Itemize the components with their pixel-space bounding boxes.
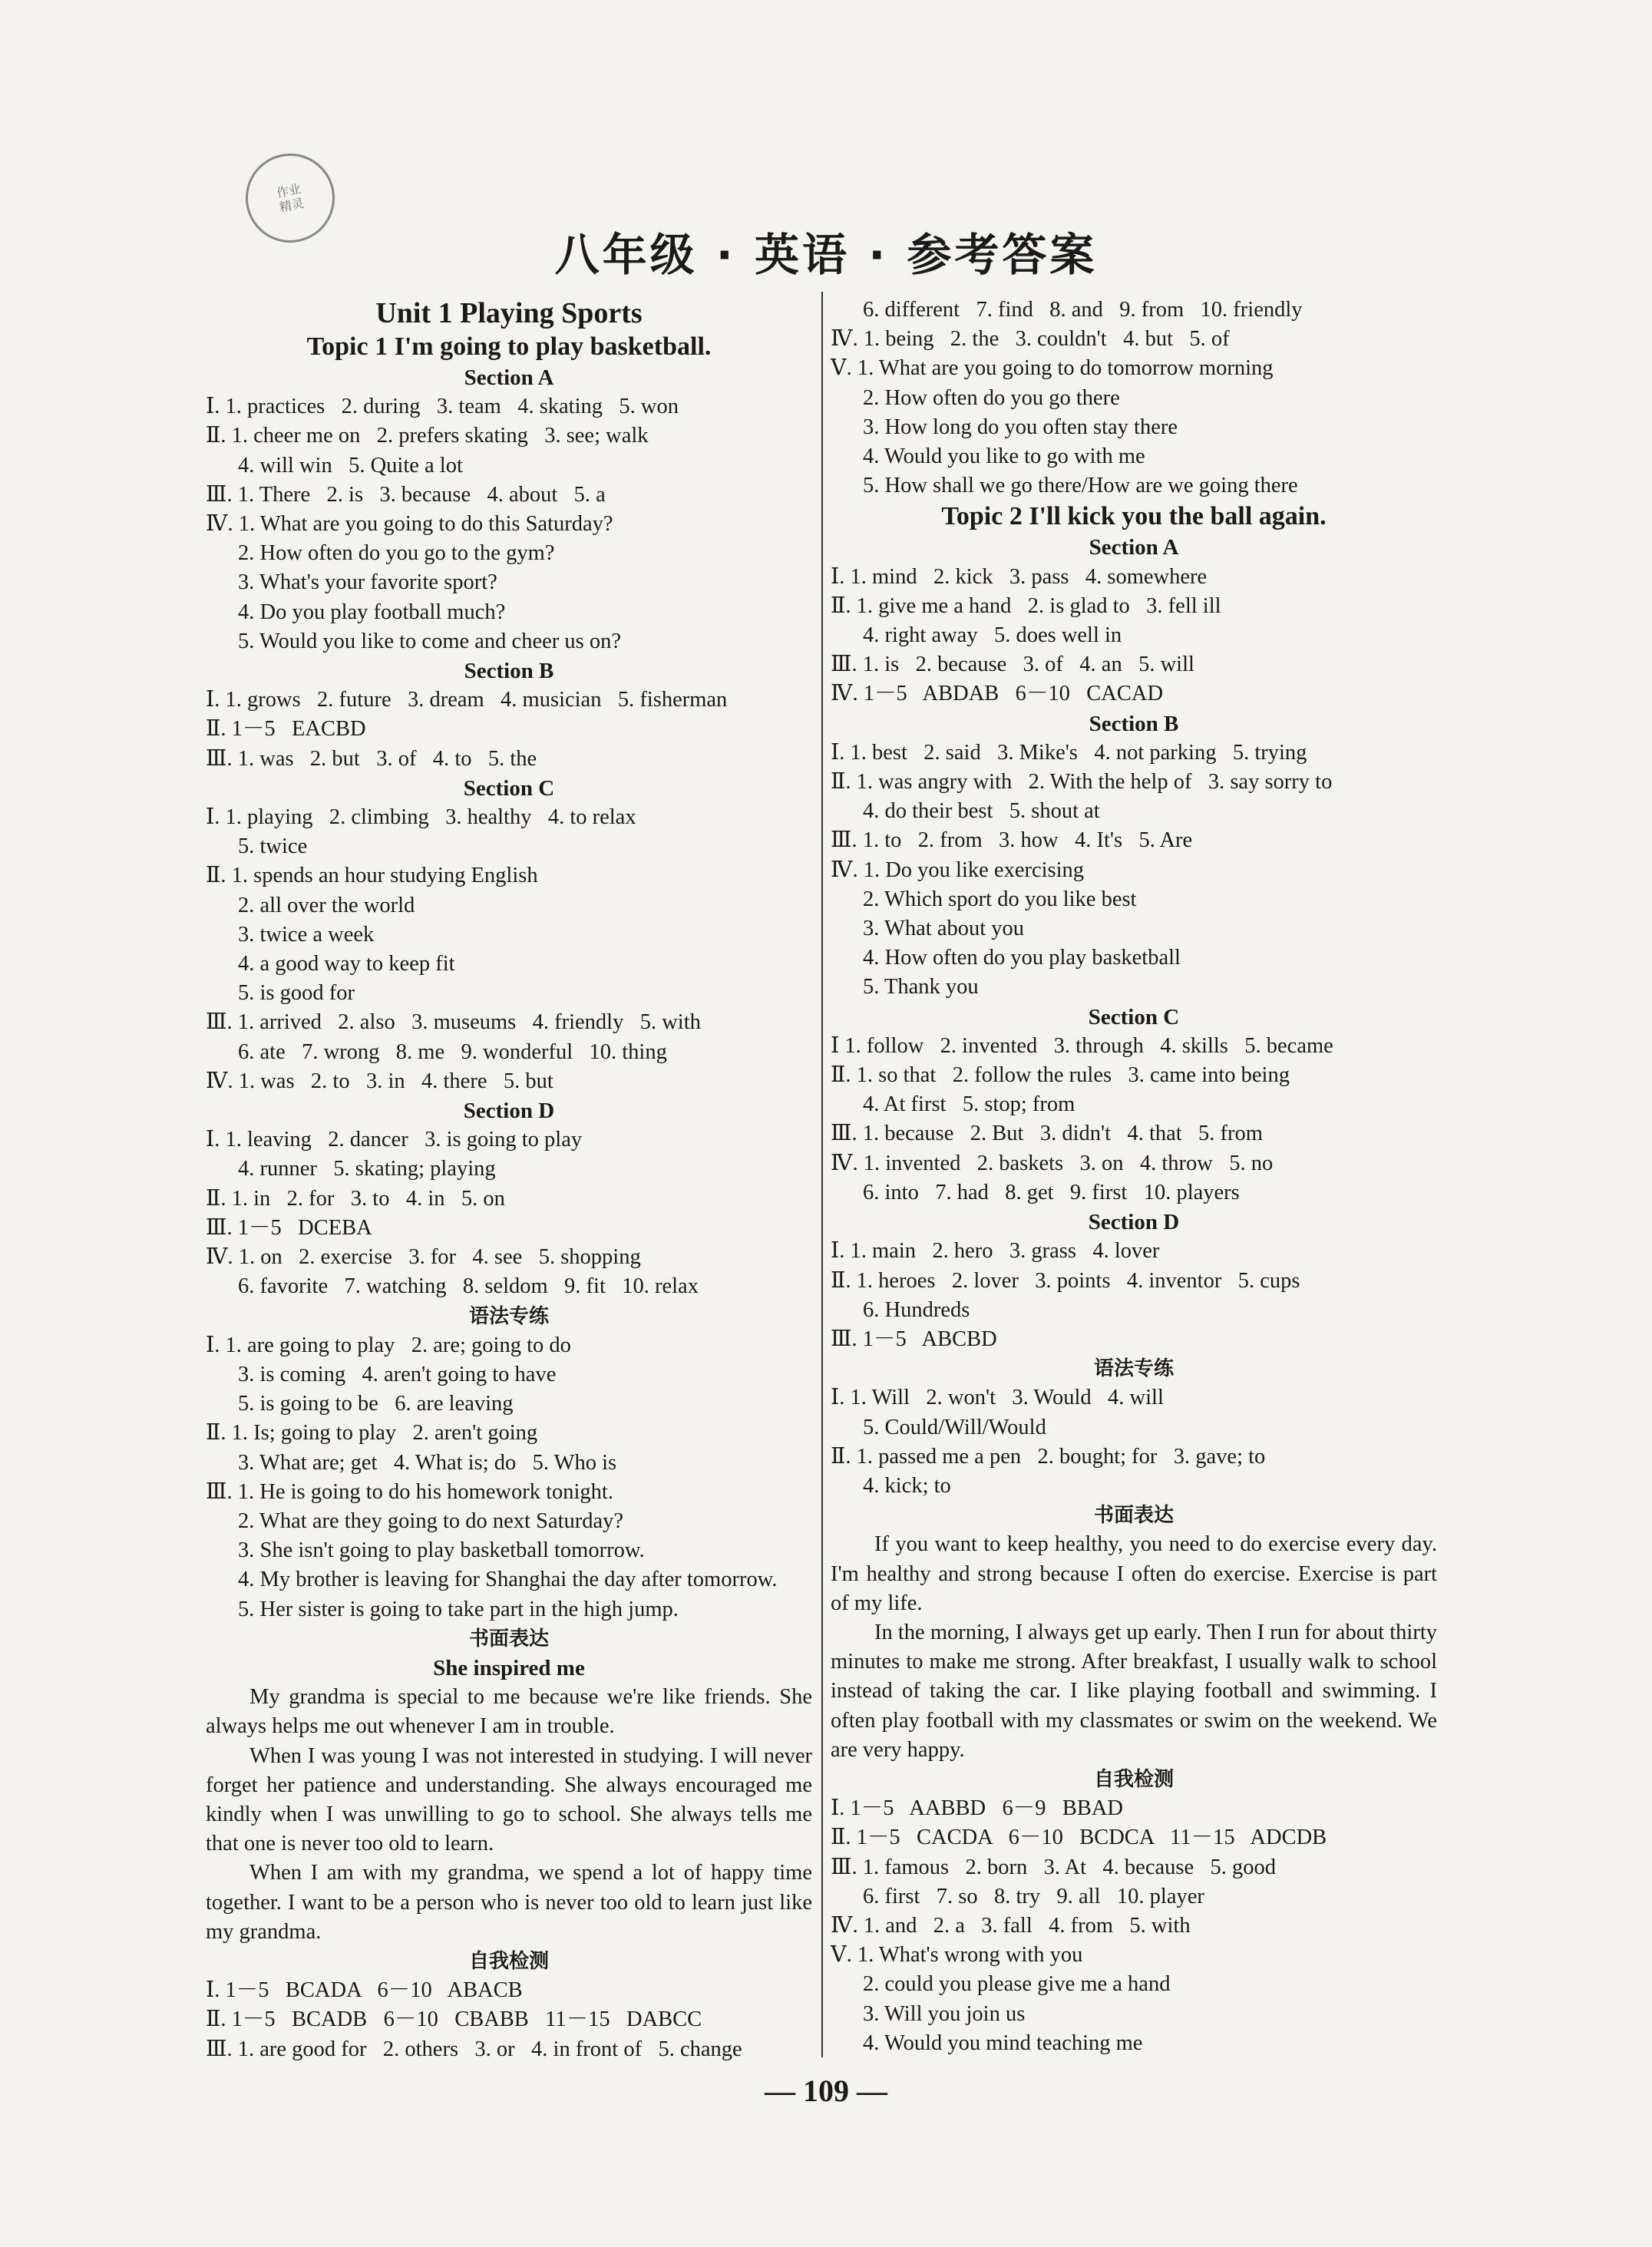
answer-line: 5. Could/Will/Would: [863, 1415, 1046, 1439]
answer-line: Ⅰ. 1－5 BCADA 6－10 ABACB: [206, 1978, 523, 2003]
answer-line: 4. a good way to keep fit: [238, 952, 455, 976]
left-column: [206, 296, 812, 2064]
answer-line: Ⅰ. 1. mind 2. kick 3. pass 4. somewhere: [831, 564, 1208, 589]
answer-line: 5. How shall we go there/How are we going there: [863, 474, 1298, 498]
topic-heading: Topic 1 I'm going to play basketball.: [306, 332, 712, 361]
answer-line: Ⅰ. 1. main 2. hero 3. grass 4. lover: [831, 1239, 1160, 1264]
essay-paragraph: When I was young I was not interested in studying. I will never forget her patience and understanding. She always encouraged me kindly when I was unwilling to go to school. She always tells me that one is never too old to learn.: [206, 1743, 812, 1856]
topic-heading: Topic 2 I'll kick you the ball again.: [941, 502, 1327, 531]
essay-paragraph: In the morning, I always get up early. Then I run for about thirty minutes to make me strong. After breakfast, I usually walk to school instead of taking the car. I like playing football and swimming. I often play football with my classmates or swim on the weekend. We are very happy.: [831, 1620, 1437, 1762]
answer-line: 5. Her sister is going to take part in the high jump.: [238, 1597, 679, 1621]
right-column: [831, 296, 1437, 2058]
answer-line: Ⅲ. 1. are good for 2. others 3. or 4. in front of 5. change: [206, 2037, 742, 2061]
page-title: 八年级 · 英语 · 参考答案: [554, 229, 1098, 281]
answer-line: Ⅳ. 1－5 ABDAB 6－10 CACAD: [831, 682, 1164, 706]
answer-line: 3. twice a week: [238, 922, 375, 947]
section-heading: Section D: [1088, 1210, 1180, 1235]
answer-line: Ⅳ. 1. and 2. a 3. fall 4. from 5. with: [831, 1913, 1191, 1938]
answer-line: 4. Do you play football much?: [238, 600, 506, 624]
answer-line: 6. into 7. had 8. get 9. first 10. players: [863, 1180, 1240, 1204]
writing-heading: 书面表达: [468, 1627, 549, 1651]
answer-line: 4. will win 5. Quite a lot: [238, 453, 463, 477]
answer-line: Ⅰ. 1. best 2. said 3. Mike's 4. not parking 5. trying: [831, 740, 1307, 765]
answer-line: 4. kick; to: [863, 1473, 951, 1498]
answer-line: 2. How often do you go there: [863, 385, 1120, 410]
section-heading: Section A: [464, 365, 554, 390]
answer-line: 3. What are; get 4. What is; do 5. Who is: [238, 1450, 617, 1475]
answer-line: Ⅱ. 1. was angry with 2. With the help of 3. say sorry to: [831, 770, 1333, 795]
answer-line: 3. Will you join us: [863, 2001, 1026, 2026]
page-number: — 109 —: [765, 2074, 887, 2108]
essay-paragraph: When I am with my grandma, we spend a lot of happy time together. I want to be a person who is never too old to learn just like my grandma.: [206, 1861, 812, 1944]
answer-line: Ⅲ. 1. famous 2. born 3. At 4. because 5. good: [831, 1855, 1276, 1879]
answer-line: 3. She isn't going to play basketball tomorrow.: [238, 1538, 645, 1563]
writing-heading: 书面表达: [1093, 1504, 1174, 1528]
answer-line: Ⅴ. 1. What are you going to do tomorrow morning: [831, 356, 1274, 381]
section-heading: Section D: [463, 1099, 555, 1124]
selftest-heading: 自我检测: [468, 1949, 549, 1973]
answer-line: Ⅲ. 1. was 2. but 3. of 4. to 5. the: [206, 746, 537, 771]
answer-line: 4. runner 5. skating; playing: [238, 1157, 496, 1181]
answer-line: Ⅰ 1. follow 2. invented 3. through 4. skills 5. became: [831, 1033, 1333, 1058]
answer-line: Ⅳ. 1. invented 2. baskets 3. on 4. throw 5. no: [831, 1151, 1274, 1175]
answer-line: Ⅲ. 1. to 2. from 3. how 4. It's 5. Are: [831, 828, 1193, 853]
answer-line: Ⅱ. 1. spends an hour studying English: [206, 864, 538, 888]
answer-line: 4. At first 5. stop; from: [863, 1092, 1075, 1117]
answer-line: 2. How often do you go to the gym?: [238, 541, 555, 566]
answer-line: 6. first 7. so 8. try 9. all 10. player: [863, 1884, 1204, 1908]
section-heading: Section C: [1088, 1004, 1180, 1029]
answer-line: Ⅱ. 1－5 EACBD: [206, 717, 366, 742]
section-heading: Section B: [464, 659, 554, 684]
answer-line: 2. Which sport do you like best: [863, 887, 1137, 911]
answer-line: 6. ate 7. wrong 8. me 9. wonderful 10. thing: [238, 1039, 667, 1064]
section-heading: Section A: [1089, 535, 1179, 560]
answer-line: 4. How often do you play basketball: [863, 946, 1181, 970]
answer-line: 3. How long do you often stay there: [863, 415, 1178, 439]
answer-line: Ⅰ. 1. grows 2. future 3. dream 4. musician 5. fisherman: [206, 688, 728, 712]
stamp-text-2: 精灵: [278, 195, 306, 215]
answer-line: Ⅱ. 1－5 BCADB 6－10 CBABB 11－15 DABCC: [206, 2007, 702, 2032]
essay-paragraph: If you want to keep healthy, you need to do exercise every day. I'm healthy and strong because I often do exercise. Exercise is part of my life.: [831, 1532, 1437, 1615]
answer-line: 4. Would you like to go with me: [863, 444, 1145, 469]
answer-line: 5. is good for: [238, 981, 355, 1006]
answer-line: 5. Thank you: [863, 975, 979, 1000]
answer-line: 5. Would you like to come and cheer us on?: [238, 629, 621, 653]
answer-line: Ⅳ. 1. being 2. the 3. couldn't 4. but 5. of: [831, 327, 1230, 352]
answer-line: 6. different 7. find 8. and 9. from 10. friendly: [863, 298, 1303, 322]
answer-line: 6. favorite 7. watching 8. seldom 9. fit 10. relax: [238, 1274, 699, 1299]
section-heading: Section C: [463, 775, 555, 801]
answer-line: 4. do their best 5. shout at: [863, 799, 1100, 824]
column-divider: [821, 292, 823, 2057]
answer-line: Ⅱ. 1. passed me a pen 2. bought; for 3. gave; to: [831, 1444, 1266, 1469]
answer-line: Ⅰ. 1. playing 2. climbing 3. healthy 4. to relax: [206, 805, 636, 830]
answer-line: 2. could you please give me a hand: [863, 1972, 1171, 1997]
answer-line: Ⅱ. 1－5 CACDA 6－10 BCDCA 11－15 ADCDB: [831, 1826, 1327, 1850]
answer-line: Ⅳ. 1. on 2. exercise 3. for 4. see 5. shopping: [206, 1245, 641, 1270]
answer-line: 5. twice: [238, 834, 308, 859]
answer-line: 2. all over the world: [238, 893, 415, 917]
answer-line: Ⅱ. 1. give me a hand 2. is glad to 3. fell ill: [831, 593, 1221, 618]
answer-line: Ⅲ. 1. There 2. is 3. because 4. about 5. a: [206, 482, 606, 507]
answer-line: 6. Hundreds: [863, 1297, 970, 1322]
answer-line: Ⅱ. 1. cheer me on 2. prefers skating 3. see; walk: [206, 424, 649, 448]
grammar-heading: 语法专练: [1093, 1357, 1174, 1381]
answer-line: 4. Would you mind teaching me: [863, 2031, 1143, 2055]
answer-line: 3. is coming 4. aren't going to have: [238, 1362, 557, 1386]
answer-line: Ⅱ. 1. Is; going to play 2. aren't going: [206, 1421, 538, 1446]
answer-line: Ⅲ. 1. arrived 2. also 3. museums 4. friendly 5. with: [206, 1010, 701, 1035]
answer-line: Ⅰ. 1. Will 2. won't 3. Would 4. will: [831, 1386, 1164, 1410]
answer-line: 5. is going to be 6. are leaving: [238, 1392, 514, 1416]
answer-line: Ⅰ. 1. practices 2. during 3. team 4. skating 5. won: [206, 395, 679, 419]
answer-line: Ⅲ. 1. He is going to do his homework tonight.: [206, 1479, 613, 1504]
answer-line: Ⅲ. 1－5 ABCBD: [831, 1327, 997, 1351]
answer-line: Ⅰ. 1. are going to play 2. are; going to do: [206, 1333, 571, 1357]
answer-line: Ⅳ. 1. What are you going to do this Saturday?: [206, 512, 613, 537]
answer-line: Ⅱ. 1. heroes 2. lover 3. points 4. inventor 5. cups: [831, 1268, 1300, 1293]
answer-line: Ⅱ. 1. so that 2. follow the rules 3. came into being: [831, 1063, 1290, 1088]
stamp-text-1: 作业: [275, 180, 302, 201]
answer-line: 4. My brother is leaving for Shanghai the day after tomorrow.: [238, 1568, 778, 1592]
unit-heading: Unit 1 Playing Sports: [375, 297, 643, 329]
answer-line: Ⅰ. 1－5 AABBD 6－9 BBAD: [831, 1796, 1124, 1821]
answer-line: Ⅳ. 1. Do you like exercising: [831, 857, 1085, 882]
answer-line: Ⅴ. 1. What's wrong with you: [831, 1943, 1083, 1968]
answer-line: 3. What about you: [863, 917, 1025, 941]
answer-line: 4. right away 5. does well in: [863, 623, 1122, 648]
essay-paragraph: My grandma is special to me because we're like friends. She always helps me out whenever I am in trouble.: [206, 1685, 812, 1739]
answer-line: Ⅲ. 1. is 2. because 3. of 4. an 5. will: [831, 653, 1194, 677]
answer-line: Ⅰ. 1. leaving 2. dancer 3. is going to play: [206, 1128, 583, 1152]
answer-line: Ⅲ. 1－5 DCEBA: [206, 1215, 372, 1240]
answer-line: Ⅳ. 1. was 2. to 3. in 4. there 5. but: [206, 1069, 553, 1093]
answer-line: Ⅲ. 1. because 2. But 3. didn't 4. that 5. from: [831, 1122, 1263, 1146]
answer-line: Ⅱ. 1. in 2. for 3. to 4. in 5. on: [206, 1186, 505, 1211]
answer-line: 2. What are they going to do next Saturday?: [238, 1508, 624, 1533]
selftest-heading: 自我检测: [1093, 1767, 1174, 1791]
section-heading: Section B: [1089, 711, 1179, 736]
answer-line: 3. What's your favorite sport?: [238, 570, 497, 595]
grammar-heading: 语法专练: [468, 1304, 549, 1328]
essay-title: She inspired me: [433, 1655, 585, 1680]
